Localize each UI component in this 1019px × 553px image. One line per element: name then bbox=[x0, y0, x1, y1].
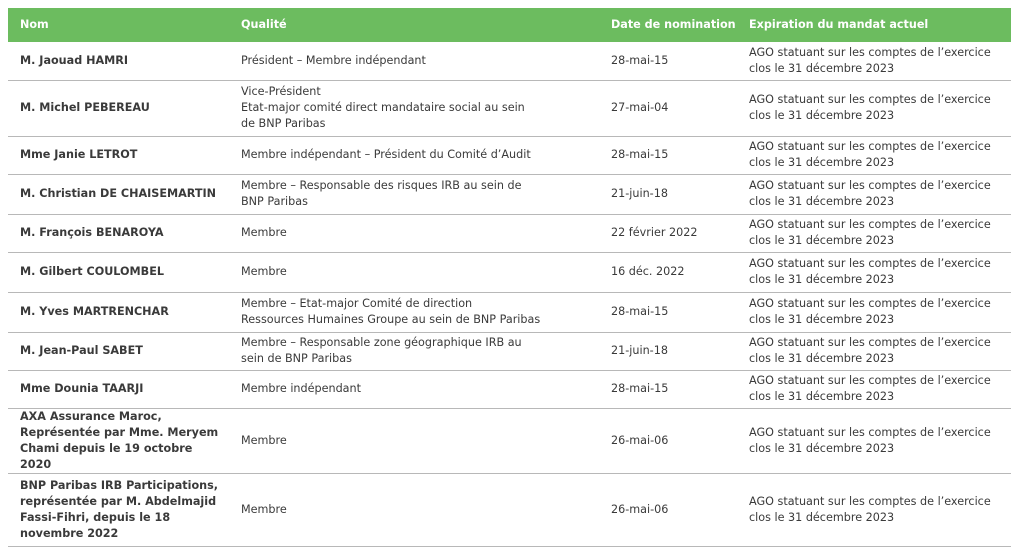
cell-expiration bbox=[737, 473, 1011, 546]
table-row bbox=[8, 174, 1011, 214]
cell-nom-line: M. Jaouad HAMRI bbox=[20, 53, 129, 67]
cell-nom bbox=[8, 174, 229, 214]
cell-qualite-line: Membre – Responsable zone géographique IRB au bbox=[241, 336, 522, 349]
table-body bbox=[8, 42, 1011, 546]
cell-expiration bbox=[737, 42, 1011, 80]
cell-nom-line: M. Yves MARTRENCHAR bbox=[20, 305, 169, 318]
cell-date-nomination: 28-mai-15 bbox=[599, 136, 737, 174]
cell-nom-line: novembre 2022 bbox=[20, 526, 119, 540]
cell-nom-line: Fassi-Fihri, depuis le 18 bbox=[20, 510, 171, 524]
cell-qualite-line: Membre bbox=[241, 226, 287, 239]
cell-nom bbox=[8, 292, 229, 332]
cell-expiration bbox=[737, 370, 1011, 408]
cell-nom-line: M. Jean-Paul SABET bbox=[20, 344, 143, 357]
table-row bbox=[8, 473, 1011, 546]
cell-nom bbox=[8, 370, 229, 408]
cell-date-nomination: 26-mai-06 bbox=[599, 408, 737, 473]
cell-date-nomination: 26-mai-06 bbox=[599, 473, 737, 546]
cell-nom-line: M. Michel PEBEREAU bbox=[20, 101, 150, 114]
board-members-table bbox=[8, 8, 1011, 547]
cell-nom-line: M. Christian DE CHAISEMARTIN bbox=[20, 187, 217, 200]
cell-nom-line: Représentée par Mme. Meryem bbox=[20, 425, 219, 439]
cell-date-nomination: 16 déc. 2022 bbox=[599, 252, 737, 292]
cell-expiration-line: clos le 31 décembre 2023 bbox=[749, 510, 895, 524]
cell-expiration-line: AGO statuant sur les comptes de l’exercice bbox=[749, 179, 991, 192]
table-row bbox=[8, 332, 1011, 370]
cell-expiration-line: AGO statuant sur les comptes de l’exercice bbox=[749, 218, 991, 231]
cell-date-nomination: 28-mai-15 bbox=[599, 42, 737, 80]
cell-qualite-line: Membre bbox=[241, 502, 287, 516]
cell-expiration-line: clos le 31 décembre 2023 bbox=[749, 441, 895, 455]
cell-nom-line: M. Gilbert COULOMBEL bbox=[20, 265, 164, 278]
cell-expiration-line: AGO statuant sur les comptes de l’exercice bbox=[749, 140, 991, 153]
cell-nom bbox=[8, 408, 229, 473]
cell-nom-line: Chami depuis le 19 octobre 2020 bbox=[20, 441, 193, 471]
cell-expiration-line: clos le 31 décembre 2023 bbox=[749, 313, 895, 326]
cell-nom-line: AXA Assurance Maroc, bbox=[20, 409, 162, 423]
cell-qualite bbox=[229, 252, 599, 292]
header-expiration: Expiration du mandat actuel bbox=[749, 18, 929, 31]
cell-expiration bbox=[737, 252, 1011, 292]
cell-qualite-line: Membre bbox=[241, 265, 287, 278]
table-row bbox=[8, 136, 1011, 174]
header-nom: Nom bbox=[20, 18, 49, 31]
cell-nom bbox=[8, 42, 229, 80]
cell-expiration-line: AGO statuant sur les comptes de l’exercice bbox=[749, 494, 991, 508]
cell-date-nomination: 22 février 2022 bbox=[599, 214, 737, 252]
board-members-table-container bbox=[8, 8, 1011, 547]
cell-expiration bbox=[737, 214, 1011, 252]
table-row bbox=[8, 80, 1011, 136]
cell-qualite bbox=[229, 473, 599, 546]
cell-expiration bbox=[737, 332, 1011, 370]
cell-expiration-line: AGO statuant sur les comptes de l’exercice bbox=[749, 425, 991, 439]
cell-expiration-line: AGO statuant sur les comptes de l’exercice bbox=[749, 257, 991, 270]
cell-nom-line: BNP Paribas IRB Participations, bbox=[20, 478, 219, 492]
cell-date-nomination: 21-juin-18 bbox=[599, 174, 737, 214]
cell-date-nomination: 21-juin-18 bbox=[599, 332, 737, 370]
cell-expiration-line: AGO statuant sur les comptes de l’exercice bbox=[749, 45, 991, 59]
cell-qualite-line: Membre bbox=[241, 433, 287, 447]
cell-nom-line: Mme Janie LETROT bbox=[20, 148, 138, 161]
cell-nom-line: représentée par M. Abdelmajid bbox=[20, 494, 217, 508]
cell-qualite bbox=[229, 408, 599, 473]
cell-qualite-line: Membre indépendant – Président du Comité d’Audit bbox=[241, 148, 531, 161]
header-qualite: Qualité bbox=[241, 18, 287, 31]
cell-qualite bbox=[229, 136, 599, 174]
cell-qualite bbox=[229, 332, 599, 370]
cell-nom-line: M. François BENAROYA bbox=[20, 226, 164, 239]
table-row bbox=[8, 370, 1011, 408]
cell-expiration bbox=[737, 136, 1011, 174]
cell-expiration-line: clos le 31 décembre 2023 bbox=[749, 390, 895, 403]
cell-expiration bbox=[737, 408, 1011, 473]
cell-expiration-line: clos le 31 décembre 2023 bbox=[749, 234, 895, 247]
cell-qualite bbox=[229, 80, 599, 136]
cell-qualite-line: Etat-major comité direct mandataire social au sein bbox=[241, 101, 525, 114]
cell-expiration bbox=[737, 174, 1011, 214]
cell-qualite-line: Membre – Responsable des risques IRB au sein de bbox=[241, 179, 522, 192]
cell-expiration bbox=[737, 80, 1011, 136]
cell-expiration-line: clos le 31 décembre 2023 bbox=[749, 273, 895, 286]
cell-qualite bbox=[229, 214, 599, 252]
cell-nom bbox=[8, 332, 229, 370]
cell-qualite-line: sein de BNP Paribas bbox=[241, 352, 352, 365]
cell-qualite-line: Membre – Etat-major Comité de direction bbox=[241, 297, 473, 310]
cell-date-nomination: 27-mai-04 bbox=[599, 80, 737, 136]
table-row bbox=[8, 408, 1011, 473]
cell-date-nomination: 28-mai-15 bbox=[599, 370, 737, 408]
cell-expiration-line: AGO statuant sur les comptes de l’exercice bbox=[749, 93, 991, 106]
cell-nom bbox=[8, 80, 229, 136]
cell-nom bbox=[8, 473, 229, 546]
header-date-nomination: Date de nomination bbox=[611, 18, 736, 31]
cell-qualite-line: BNP Paribas bbox=[241, 195, 308, 208]
cell-expiration-line: clos le 31 décembre 2023 bbox=[749, 156, 895, 169]
cell-qualite bbox=[229, 42, 599, 80]
cell-expiration-line: AGO statuant sur les comptes de l’exercice bbox=[749, 374, 991, 387]
cell-qualite bbox=[229, 292, 599, 332]
cell-nom bbox=[8, 136, 229, 174]
cell-expiration-line: AGO statuant sur les comptes de l’exercice bbox=[749, 297, 991, 310]
cell-qualite-line: Vice-Président bbox=[241, 85, 321, 98]
table-row bbox=[8, 292, 1011, 332]
cell-expiration-line: clos le 31 décembre 2023 bbox=[749, 109, 895, 122]
header-row bbox=[8, 8, 1011, 42]
cell-date-nomination: 28-mai-15 bbox=[599, 292, 737, 332]
cell-nom bbox=[8, 214, 229, 252]
cell-nom bbox=[8, 252, 229, 292]
cell-expiration-line: clos le 31 décembre 2023 bbox=[749, 195, 895, 208]
cell-qualite-line: Ressources Humaines Groupe au sein de BNP Paribas bbox=[241, 313, 541, 326]
cell-qualite-line: Membre indépendant bbox=[241, 382, 362, 395]
cell-qualite-line: de BNP Paribas bbox=[241, 117, 326, 130]
cell-expiration-line: AGO statuant sur les comptes de l’exercice bbox=[749, 336, 991, 349]
table-row bbox=[8, 214, 1011, 252]
cell-expiration-line: clos le 31 décembre 2023 bbox=[749, 352, 895, 365]
cell-expiration bbox=[737, 292, 1011, 332]
cell-qualite bbox=[229, 174, 599, 214]
cell-expiration-line: clos le 31 décembre 2023 bbox=[749, 61, 895, 75]
table-row bbox=[8, 252, 1011, 292]
cell-qualite-line: Président – Membre indépendant bbox=[241, 53, 426, 67]
table-row bbox=[8, 42, 1011, 80]
cell-qualite bbox=[229, 370, 599, 408]
table-header bbox=[8, 8, 1011, 42]
cell-nom-line: Mme Dounia TAARJI bbox=[20, 382, 144, 395]
